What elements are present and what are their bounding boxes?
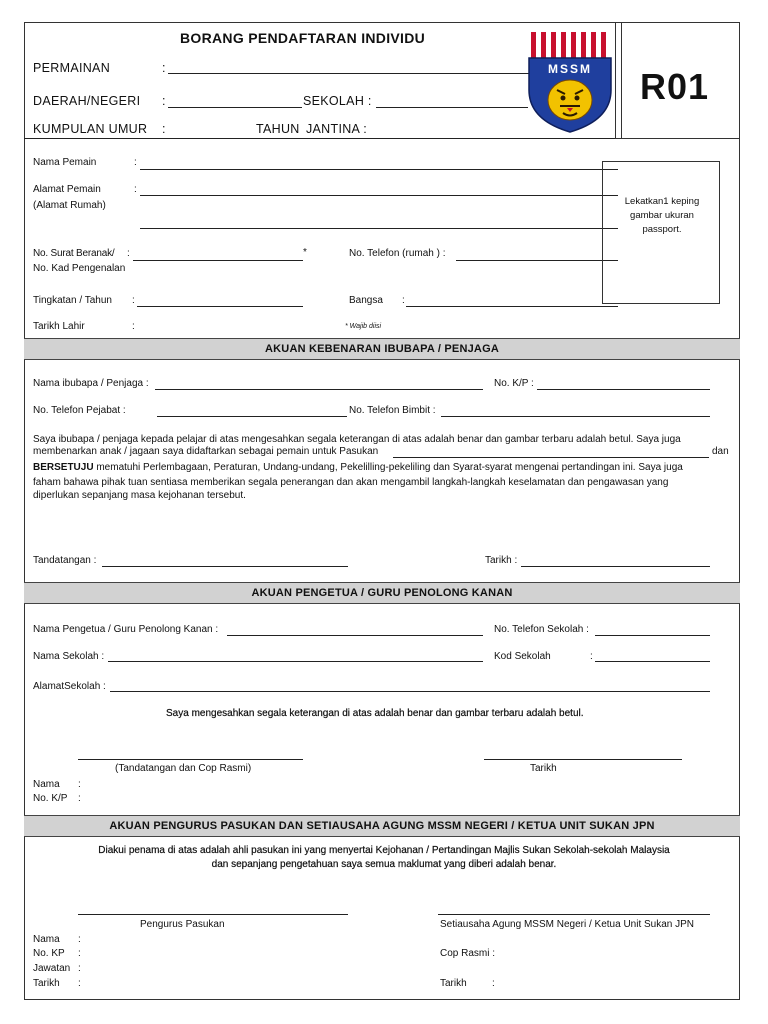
permainan-label: PERMAINAN	[33, 61, 111, 75]
tarikh-parent-label: Tarikh :	[485, 555, 518, 566]
bangsa-label: Bangsa	[349, 295, 383, 306]
telefon-rumah-field[interactable]	[456, 260, 618, 261]
manager-kp-label: No. KP	[33, 948, 65, 959]
pasukan-field[interactable]	[393, 457, 709, 458]
kod-sekolah-label: Kod Sekolah	[494, 651, 551, 662]
tingkatan-label: Tingkatan / Tahun	[33, 295, 112, 306]
parent-consent-line-2: membenarkan anak / jagaan saya didaftarkan sebagai pemain untuk Pasukan	[33, 446, 379, 457]
sekolah-label: SEKOLAH :	[303, 94, 372, 108]
surat-beranak-label: No. Surat Beranak/	[33, 248, 115, 259]
nama-sekolah-field[interactable]	[108, 661, 483, 662]
nama-ibubapa-field[interactable]	[155, 389, 483, 390]
kp-ibubapa-field[interactable]	[537, 389, 710, 390]
surat-beranak-field[interactable]	[133, 260, 303, 261]
nama-pemain-colon: :	[134, 157, 137, 168]
manager-jawatan-colon: :	[78, 963, 81, 974]
principal-nama-label: Nama	[33, 779, 60, 790]
manager-statement-2: dan sepanjang pengetahuan saya semua maklumat yang diberi adalah benar.	[211, 859, 557, 870]
tingkatan-colon: :	[132, 295, 135, 306]
principal-nama-colon: :	[78, 779, 81, 790]
photo-instruction: Lekatkan1 keping gambar ukuran passport.	[624, 196, 700, 235]
logo-text: MSSM	[548, 62, 592, 76]
bersetuju-rest: mematuhi Perlembagaan, Peraturan, Undang-undang, Pekelilling-pekeliling dan Syarat-syarat mengenai pertandingan ini. Saya juga	[93, 462, 683, 473]
tel-bimbit-label: No. Telefon Bimbit :	[349, 405, 436, 416]
manager-declaration-heading: AKUAN PENGURUS PASUKAN DAN SETIAUSAHA AGUNG MSSM NEGERI / KETUA UNIT SUKAN JPN	[24, 815, 740, 837]
kod-sekolah-colon: :	[590, 651, 593, 662]
parent-consent-dan: dan	[712, 446, 729, 457]
required-asterisk: *	[303, 247, 307, 258]
kumpulan-colon: :	[162, 122, 166, 136]
kad-pengenalan-label: No. Kad Pengenalan	[33, 263, 126, 274]
bangsa-field[interactable]	[406, 306, 618, 307]
tarikh-lahir-label: Tarikh Lahir	[33, 321, 85, 332]
parent-consent-line-1: Saya ibubapa / penjaga kepada pelajar di atas mengesahkan segala keterangan di atas adalah benar dan gambar terbaru adalah betul. Saya juga	[33, 434, 681, 445]
setiausaha-tarikh-colon: :	[492, 978, 495, 989]
principal-kp-label: No. K/P	[33, 793, 68, 804]
manager-kp-colon: :	[78, 948, 81, 959]
pengurus-signature-line[interactable]	[78, 914, 348, 915]
principal-signature-line[interactable]	[78, 759, 303, 760]
permainan-colon: :	[162, 61, 166, 75]
nama-pemain-field[interactable]	[140, 169, 618, 170]
tel-pejabat-field[interactable]	[157, 416, 347, 417]
alamat-pemain-colon: :	[134, 184, 137, 195]
nama-pengetua-label: Nama Pengetua / Guru Penolong Kanan :	[33, 624, 219, 635]
alamat-pemain-label: Alamat Pemain	[33, 184, 101, 195]
code-box-inner-line	[621, 22, 622, 138]
manager-nama-label: Nama	[33, 934, 60, 945]
tahun-label: TAHUN	[256, 122, 300, 136]
tel-bimbit-field[interactable]	[441, 416, 710, 417]
alamat-sekolah-field[interactable]	[110, 691, 710, 692]
parent-declaration-heading: AKUAN KEBENARAN IBUBAPA / PENJAGA	[24, 338, 740, 360]
surat-beranak-colon: :	[127, 248, 130, 259]
principal-statement: Saya mengesahkan segala keterangan di atas adalah benar dan gambar terbaru adalah betul.	[166, 708, 584, 719]
alamat-sekolah-label: AlamatSekolah :	[33, 681, 106, 692]
setiausaha-tarikh-label: Tarikh	[440, 978, 467, 989]
principal-tarikh-line[interactable]	[484, 759, 682, 760]
parent-consent-line-5: diperlukan sepanjang masa kejohanan tersebut.	[33, 490, 246, 501]
nama-pengetua-field[interactable]	[227, 635, 483, 636]
nama-ibubapa-label: Nama ibubapa / Penjaga :	[33, 378, 149, 389]
parent-consent-line-3	[33, 461, 729, 474]
pengurus-caption: Pengurus Pasukan	[140, 919, 225, 930]
setiausaha-caption: Setiausaha Agung MSSM Negeri / Ketua Unit Sukan JPN	[440, 919, 695, 930]
manager-tarikh-colon: :	[78, 978, 81, 989]
setiausaha-signature-line[interactable]	[438, 914, 710, 915]
tel-pejabat-label: No. Telefon Pejabat :	[33, 405, 126, 416]
form-title: BORANG PENDAFTARAN INDIVIDU	[180, 30, 426, 46]
sekolah-field[interactable]	[376, 107, 528, 108]
telefon-rumah-label: No. Telefon (rumah ) :	[349, 248, 446, 259]
tarikh-lahir-colon: :	[132, 321, 135, 332]
cop-rasmi-label: Cop Rasmi :	[440, 948, 496, 959]
daerah-colon: :	[162, 94, 166, 108]
manager-jawatan-label: Jawatan	[33, 963, 71, 974]
alamat-field-1[interactable]	[140, 195, 618, 196]
kp-ibubapa-label: No. K/P :	[494, 378, 534, 389]
nama-sekolah-label: Nama Sekolah :	[33, 651, 105, 662]
principal-kp-colon: :	[78, 793, 81, 804]
manager-statement-1: Diakui penama di atas adalah ahli pasukan ini yang menyertai Kejohanan / Pertandingan Majlis Sukan Sekolah-sekolah Malaysia	[98, 845, 670, 856]
tarikh-parent-field[interactable]	[521, 566, 710, 567]
mssm-logo	[527, 28, 613, 134]
daerah-label: DAERAH/NEGERI	[33, 94, 141, 108]
manager-tarikh-label: Tarikh	[33, 978, 60, 989]
tingkatan-field[interactable]	[137, 306, 303, 307]
nama-pemain-label: Nama Pemain	[33, 157, 97, 168]
tel-sekolah-field[interactable]	[595, 635, 710, 636]
alamat-rumah-label: (Alamat Rumah)	[33, 200, 106, 211]
principal-declaration-heading: AKUAN PENGETUA / GURU PENOLONG KANAN	[24, 582, 740, 604]
principal-signature-caption: (Tandatangan dan Cop Rasmi)	[115, 763, 252, 774]
jantina-label: JANTINA :	[306, 122, 368, 136]
bangsa-colon: :	[402, 295, 405, 306]
tandatangan-label: Tandatangan :	[33, 555, 97, 566]
alamat-field-2[interactable]	[140, 228, 618, 229]
tandatangan-field[interactable]	[102, 566, 348, 567]
manager-nama-colon: :	[78, 934, 81, 945]
form-code: R01	[640, 66, 710, 107]
permainan-field[interactable]	[168, 73, 530, 74]
kod-sekolah-field[interactable]	[595, 661, 710, 662]
parent-consent-line-4: faham bahawa pihak tuan sentiasa memberikan segala penerangan dan akan mengambil langkah-langkah keselamatan dan pengawasan yang	[33, 477, 669, 488]
bersetuju-text: BERSETUJU	[33, 462, 94, 473]
wajib-diisi-note: * Wajib diisi	[345, 323, 382, 330]
principal-tarikh-caption: Tarikh	[530, 763, 557, 774]
kumpulan-umur-label: KUMPULAN UMUR	[33, 122, 148, 136]
tel-sekolah-label: No. Telefon Sekolah :	[494, 624, 589, 635]
daerah-field[interactable]	[168, 107, 302, 108]
